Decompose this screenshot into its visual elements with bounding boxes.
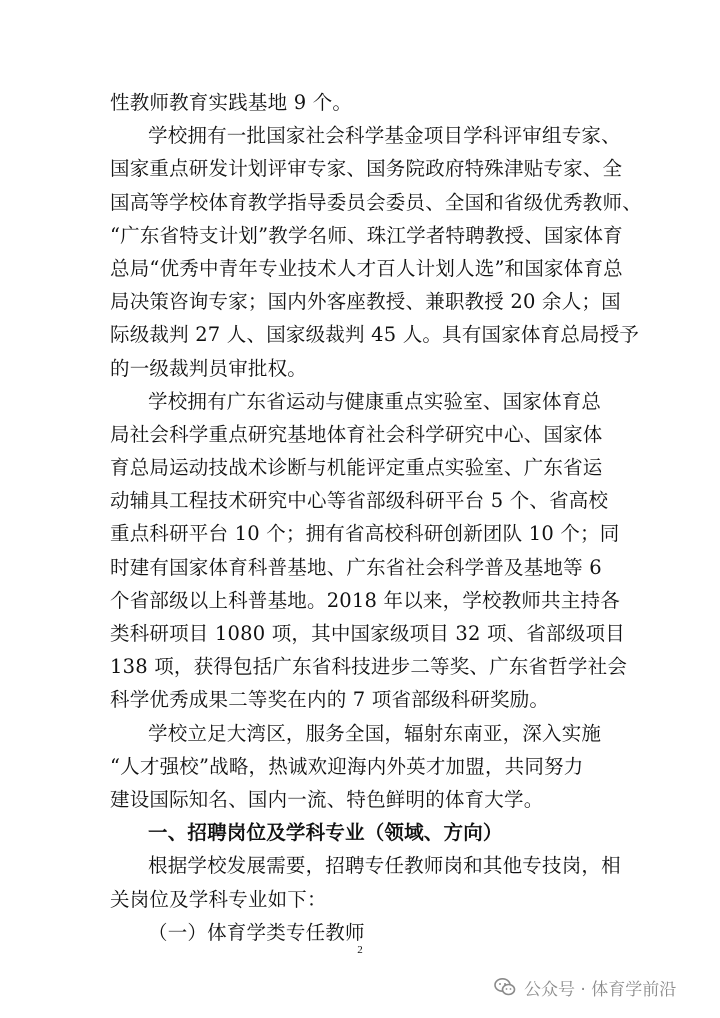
paragraph-line: 时建有国家体育科普基地、广东省社会科学普及基地等 6: [110, 555, 602, 579]
paragraph-line: “广东省特支计划”教学名师、珠江学者特聘教授、国家体育: [110, 223, 623, 247]
paragraph-line: 学校立足大湾区，服务全国，辐射东南亚，深入实施: [148, 721, 602, 745]
wechat-icon: [494, 977, 516, 997]
wechat-watermark: [494, 972, 676, 1002]
paragraph-line: 类科研项目 1080 项，其中国家级项目 32 项、省部级项目: [110, 622, 625, 645]
paragraph-line: 138 项，获得包括广东省科技进步二等奖、广东省哲学社会: [110, 655, 628, 679]
paragraph-line: 建设国际知名、国内一流、特色鲜明的体育大学。: [110, 787, 544, 811]
paragraph-line: 国家重点研发计划评审专家、国务院政府特殊津贴专家、全: [110, 157, 623, 181]
paragraph-line: 学校拥有广东省运动与健康重点实验室、国家体育总: [148, 389, 602, 413]
paragraph-line: 国高等学校体育教学指导委员会委员、全国和省级优秀教师、: [110, 190, 642, 214]
paragraph-line: 育总局运动技战术诊断与机能评定重点实验室、广东省运: [110, 456, 603, 480]
page-number: 2: [357, 944, 363, 956]
paragraph-line: 根据学校发展需要，招聘专任教师岗和其他专技岗，相: [148, 854, 621, 878]
paragraph-line: 科学优秀成果二等奖在内的 7 项省部级科研奖励。: [110, 688, 550, 712]
paragraph-line: 总局“优秀中青年专业技术人才百人计划人选”和国家体育总: [110, 256, 623, 280]
paragraph-line: 的一级裁判员审批权。: [110, 356, 308, 380]
watermark-text: 公众号 · 体育学前沿: [524, 979, 677, 1000]
subsection-heading: （一）体育学类专任教师: [148, 920, 365, 944]
paragraph-line: 局社会科学重点研究基地体育社会科学研究中心、国家体: [110, 422, 603, 446]
paragraph-line: 关岗位及学科专业如下：: [110, 887, 327, 911]
paragraph-line: 动辅具工程技术研究中心等省部级科研平台 5 个、省高校: [110, 489, 609, 513]
paragraph-line: 际级裁判 27 人、国家级裁判 45 人。具有国家体育总局授予: [110, 323, 640, 347]
paragraph-line: 学校拥有一批国家社会科学基金项目学科评审组专家、: [148, 124, 621, 148]
paragraph-line: 性教师教育实践基地 9 个。: [110, 91, 353, 114]
section-heading: 一、招聘岗位及学科专业（领域、方向）: [148, 821, 503, 845]
paragraph-line: “人才强校”战略，热诚欢迎海内外英才加盟，共同努力: [110, 754, 584, 778]
paragraph-line: 个省部级以上科普基地。2018 年以来，学校教师共主持各: [110, 588, 620, 612]
paragraph-line: 重点科研平台 10 个；拥有省高校科研创新团队 10 个；同: [110, 522, 620, 546]
paragraph-line: 局决策咨询专家；国内外客座教授、兼职教授 20 余人；国: [110, 290, 621, 314]
document-body: [110, 86, 642, 949]
